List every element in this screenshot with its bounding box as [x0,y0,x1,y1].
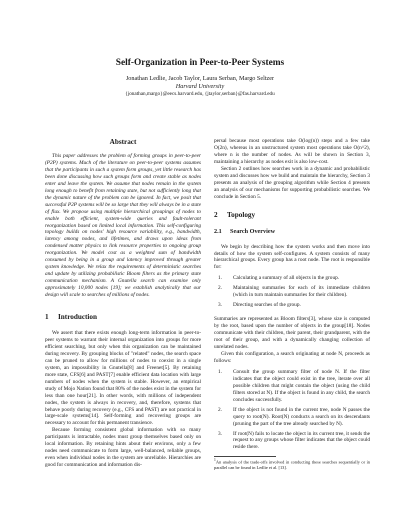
footnote-rule [214,456,276,457]
list-item: 3. Directing searches of the group. [218,302,301,309]
section-title: Topology [227,210,256,219]
section-heading-introduction [45,313,201,322]
outline-paragraph: Section 2 outlines how searches work in a dynamic and probabilistic system and discusses how we build and maintain the hierarchy, Section 3 presents an analysis of the grouping algorithm while Section 4 presents an analysis of our mechanisms for supporting probabilistic searches. We conclude in Section 5. [214,165,370,200]
left-column [45,138,201,469]
author-emails: {jonathan,margo}@eecs.harvard.edu, {jtaylor,serban}@fas.harvard.edu [125,91,275,97]
section-number: 1 [45,313,49,322]
author-list: Jonathan Ledlie, Jacob Taylor, Laura Serban, Margo Seltzer [125,75,275,82]
subsection-number: 2.1 [214,227,222,235]
affiliation: Harvard University [175,83,225,90]
intro-paragraph-1: We assert that there exists enough long-term information in peer-to-peer systems to warrant their internal organization into groups for more efficient searching, but only when this organization can be maintained during recovery. By grouping blocks of "related" nodes, the search space can be pruned to allow for millions of nodes to coexist in a single system, an impossibility in Gnutella[8] and Freenet[5]. By retaining more state, CFS[6] and PAST[7] enable efficient data location with large numbers of nodes when the system is stable. However, an empirical study of Mojo Nation found that 80% of the nodes exist in the system for less than one hour[21]. In other words, with millions of independent nodes, the system is always in recovery, and, therefore, systems that behave poorly during recovery (e.g., CFS and PAST) are not practical in large-scale systems[14]. Self-forming and recovering groups are necessary to account for this permanent transience. [45,330,201,427]
list-item: 1. Calculating a summary of all objects in the group. [218,275,340,282]
list-item: 2. If the object is not found in the current tree, node N passes the query to root(N). Root(N) conducts a search on its descendants (pruning the part of the tree already searched by N). [218,406,370,427]
abstract-text: This paper addresses the problem of forming groups in peer-to-peer (P2P) systems. Much of the literature on peer-to-peer systems assumes that the participants in such a system form groups, yet little research has been done discussing how such groups form and create stable as nodes enter and leave the system. We assume that nodes remain in the system long enough to benefit from retaining state, but not sufficiently long that the dynamic nature of the problem can be ignored. In fact, we posit that successful P2P systems will be so large that they will always be in a state of flux. We propose using multiple hierarchical groupings of nodes to enable both efficient, system-wide queries and fault-tolerant reorganization based on limited local information. This self-configuring topology builds on nodes' high resource variability, e.g., bandwidth, latency among nodes, and lifetimes, and draws upon ideas from condensed matter physics to link resource properties to ongoing group reorganization. We model cost as a weighted sum of bandwidth consumed by being in a group and latency improved through greater system knowledge. We relax the requirements of deterministic searches and update by utilizing probabilistic Bloom filters as the primary state communication mechanism. A Gnutella search can examine only approximately 10,000 nodes [19]; we establish analytically that our design will scale to searches of millions of nodes. [45,153,201,299]
list-item: 2. Maintaining summaries for each of its immediate children (which in turn maintain summaries for their children). [218,285,370,299]
footnote: $^1$An analysis of the trade-offs involved in conducting these searches sequentially or in parallel can be found in Ledlie et al. [13]. [214,458,370,471]
subsection-heading-search-overview [214,228,370,236]
section-title: Introduction [58,313,98,322]
section-heading-topology [214,211,370,220]
search-steps-list [214,369,370,451]
intro-paragraph-2: Because forming consistent global information with so many participants is intractable, nodes must group themselves based only on local information. By retaining hints about their environs, only a few nodes need communicate to form large, well-balanced, reliable groups, even when individual nodes in the system are unreliable. Hierarchies are good for communication and information dis- [45,427,201,469]
subsection-title: Search Overview [230,227,276,235]
intro-continuation: persal because most operations take O(log(n)) steps and a few take O(2n), whereas in an unstructured system most operations take O(n^2), where n is the number of nodes. As will be shown in Section 3, maintaining a hierarchy as nodes exit is also low-cost. [214,138,370,165]
search-procedure-intro: Given this configuration, a search originating at node N, proceeds as follows: [214,350,370,364]
list-item: 1. Consult the group summary filter of node N. If the filter indicates that the object could exist in the tree, iterate over all possible children that might contain the object (using the child filters stored at N). If the object is found in any child, the search concludes successfully. [218,368,370,403]
paper-header [0,57,400,98]
paper-title: Self-Organization in Peer-to-Peer Systems [115,58,285,68]
section-number: 2 [214,210,218,219]
abstract-heading: Abstract [109,138,137,146]
right-column [214,138,370,471]
summaries-paragraph: Summaries are represented as Bloom filters[3], whose size is computed by the root, based upon the number of objects in the group[18]. Nodes communicate with their children, their parent, their grandparent, with the root of their group, and with a dynamically changing collection of unrelated nodes. [214,316,370,351]
list-item: 3. If root(N) fails to locate the object in its current tree, it sends the request to any groups whose filter indicates that the object could reside there. [218,430,370,451]
search-overview-paragraph: We begin by describing how the system works and then move into details of how the system self-configures. A system consists of many hierarchical groups. Every group has a root node. The root is responsible for: [214,243,370,271]
root-responsibilities-list [214,275,370,309]
